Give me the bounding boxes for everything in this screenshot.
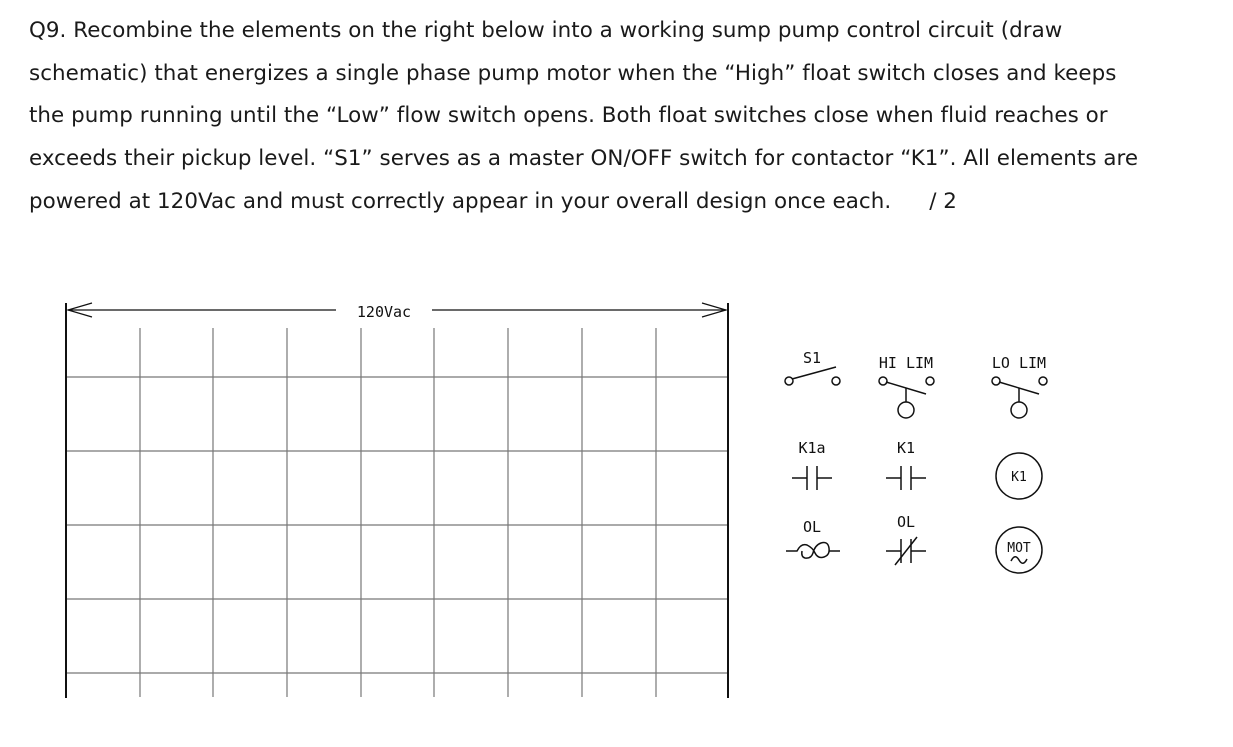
supply-voltage-label: 120Vac bbox=[356, 303, 412, 321]
ol-contact-label: OL bbox=[896, 513, 916, 531]
question-line-5-text: powered at 120Vac and must correctly appear in your overall design once each. bbox=[29, 188, 892, 214]
lo-lim-label: LO LIM bbox=[991, 354, 1047, 372]
score-label: / 2 bbox=[929, 188, 957, 214]
ol-nc-contact-symbol[interactable] bbox=[886, 537, 926, 565]
question-line-2: schematic) that energizes a single phase pump motor when the “High” float switch closes and keeps bbox=[29, 60, 1117, 86]
ol-heater-symbol[interactable] bbox=[786, 543, 840, 559]
hi-lim-float-switch-symbol[interactable] bbox=[879, 377, 934, 418]
k1a-contact-symbol[interactable] bbox=[792, 466, 832, 490]
hi-lim-label: HI LIM bbox=[878, 354, 934, 372]
k1-contact-symbol[interactable] bbox=[886, 466, 926, 490]
k1-contact-label: K1 bbox=[896, 439, 916, 457]
question-line-1: Q9. Recombine the elements on the right below into a working sump pump control circuit (draw bbox=[29, 18, 1063, 43]
s1-switch-symbol[interactable] bbox=[785, 367, 840, 385]
lo-lim-float-switch-symbol[interactable] bbox=[992, 377, 1047, 418]
ladder-grid[interactable] bbox=[66, 328, 728, 697]
question-line-3: the pump running until the “Low” flow switch opens. Both float switches close when fluid reaches or bbox=[29, 103, 1108, 129]
s1-label: S1 bbox=[802, 349, 822, 367]
k1a-label: K1a bbox=[798, 439, 826, 457]
k1-coil-label: K1 bbox=[1011, 470, 1027, 485]
ol-heater-label: OL bbox=[802, 518, 822, 536]
question-line-4: exceeds their pickup level. “S1” serves as a master ON/OFF switch for contactor “K1”. All elements are bbox=[29, 146, 1139, 172]
motor-label: MOT bbox=[1007, 541, 1031, 556]
